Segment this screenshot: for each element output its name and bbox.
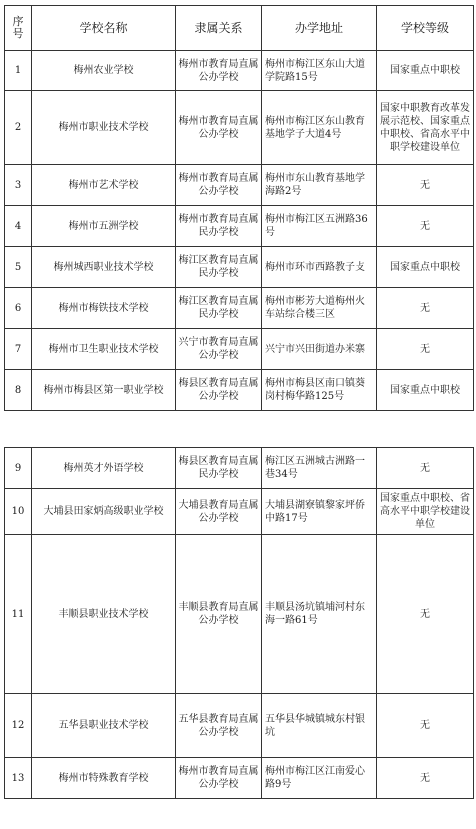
row-address: 五华县华城镇城东村银坑	[262, 694, 377, 758]
row-address: 梅州市梅县区南口镇葵岗村梅华路125号	[262, 370, 377, 411]
header-seq: 序号	[5, 6, 32, 51]
table-row	[5, 758, 474, 799]
table-row	[5, 247, 474, 288]
table-row	[5, 206, 474, 247]
row-school-name: 梅州市艺术学校	[32, 165, 176, 206]
row-school-name: 梅州市职业技术学校	[32, 91, 176, 165]
row-level: 无	[377, 165, 474, 206]
row-affiliation: 梅江区教育局直属民办学校	[176, 288, 262, 329]
row-address: 梅州市梅江区东山大道学院路15号	[262, 51, 377, 91]
row-seq: 3	[5, 165, 32, 206]
row-address: 梅州市环市西路教子攴	[262, 247, 377, 288]
row-school-name: 梅州市特殊教育学校	[32, 758, 176, 799]
row-level: 国家重点中职校	[377, 247, 474, 288]
table-row	[5, 91, 474, 165]
row-school-name: 五华县职业技术学校	[32, 694, 176, 758]
row-school-name: 丰顺县职业技术学校	[32, 535, 176, 694]
schools-table-part-2	[4, 447, 474, 799]
row-school-name: 大埔县田家炳高级职业学校	[32, 489, 176, 535]
row-level: 无	[377, 758, 474, 799]
row-school-name: 梅州城西职业技术学校	[32, 247, 176, 288]
row-school-name: 梅州市五洲学校	[32, 206, 176, 247]
row-affiliation: 梅县区教育局直属公办学校	[176, 370, 262, 411]
row-level: 无	[377, 206, 474, 247]
row-affiliation: 梅州市教育局直属公办学校	[176, 51, 262, 91]
table-row	[5, 288, 474, 329]
row-school-name: 梅州市梅铁技术学校	[32, 288, 176, 329]
row-affiliation: 五华县教育局直属公办学校	[176, 694, 262, 758]
row-affiliation: 梅县区教育局直属民办学校	[176, 448, 262, 489]
row-address: 梅州市东山教育基地学海路2号	[262, 165, 377, 206]
row-seq: 9	[5, 448, 32, 489]
row-address: 梅江区五洲城古洲路一巷34号	[262, 448, 377, 489]
table-row	[5, 165, 474, 206]
row-address: 丰顺县汤坑镇埔河村东海一路61号	[262, 535, 377, 694]
row-address: 梅州市梅江区江南爱心路9号	[262, 758, 377, 799]
row-seq: 5	[5, 247, 32, 288]
row-affiliation: 梅州市教育局直属民办学校	[176, 206, 262, 247]
header-name: 学校名称	[32, 6, 176, 51]
table-row	[5, 370, 474, 411]
row-affiliation: 梅州市教育局直属公办学校	[176, 758, 262, 799]
header-level: 学校等级	[377, 6, 474, 51]
table-row	[5, 329, 474, 370]
row-school-name: 梅州市梅县区第一职业学校	[32, 370, 176, 411]
table-header-row	[5, 6, 474, 51]
row-affiliation: 梅州市教育局直属公办学校	[176, 91, 262, 165]
row-school-name: 梅州农业学校	[32, 51, 176, 91]
row-seq: 13	[5, 758, 32, 799]
header-address: 办学地址	[262, 6, 377, 51]
schools-table-part-1	[4, 5, 474, 411]
row-seq: 6	[5, 288, 32, 329]
row-level: 无	[377, 288, 474, 329]
row-level: 无	[377, 329, 474, 370]
row-school-name: 梅州英才外语学校	[32, 448, 176, 489]
row-affiliation: 丰顺县教育局直属公办学校	[176, 535, 262, 694]
row-seq: 2	[5, 91, 32, 165]
row-address: 梅州市彬芳大道梅州火车站综合楼三区	[262, 288, 377, 329]
row-affiliation: 大埔县教育局直属公办学校	[176, 489, 262, 535]
row-affiliation: 梅州市教育局直属公办学校	[176, 165, 262, 206]
row-seq: 12	[5, 694, 32, 758]
row-seq: 4	[5, 206, 32, 247]
row-level: 国家重点中职校、省高水平中职学校建设单位	[377, 489, 474, 535]
table-row	[5, 448, 474, 489]
header-affiliation: 隶属关系	[176, 6, 262, 51]
table-row	[5, 51, 474, 91]
row-address: 大埔县湖寮镇黎家坪侨中路17号	[262, 489, 377, 535]
row-seq: 8	[5, 370, 32, 411]
row-level: 国家中职教育改革发展示范校、国家重点中职校、省高水平中职学校建设单位	[377, 91, 474, 165]
row-seq: 7	[5, 329, 32, 370]
table-row	[5, 535, 474, 694]
row-level: 无	[377, 694, 474, 758]
row-school-name: 梅州市卫生职业技术学校	[32, 329, 176, 370]
row-level: 国家重点中职校	[377, 51, 474, 91]
row-address: 梅州市梅江区五洲路36号	[262, 206, 377, 247]
row-seq: 11	[5, 535, 32, 694]
row-address: 梅州市梅江区东山教育基地学子大道4号	[262, 91, 377, 165]
row-seq: 1	[5, 51, 32, 91]
row-level: 国家重点中职校	[377, 370, 474, 411]
table-row	[5, 694, 474, 758]
table-row	[5, 489, 474, 535]
row-address: 兴宁市兴田街道办米寨	[262, 329, 377, 370]
row-affiliation: 梅江区教育局直属民办学校	[176, 247, 262, 288]
row-level: 无	[377, 535, 474, 694]
row-seq: 10	[5, 489, 32, 535]
row-level: 无	[377, 448, 474, 489]
row-affiliation: 兴宁市教育局直属公办学校	[176, 329, 262, 370]
